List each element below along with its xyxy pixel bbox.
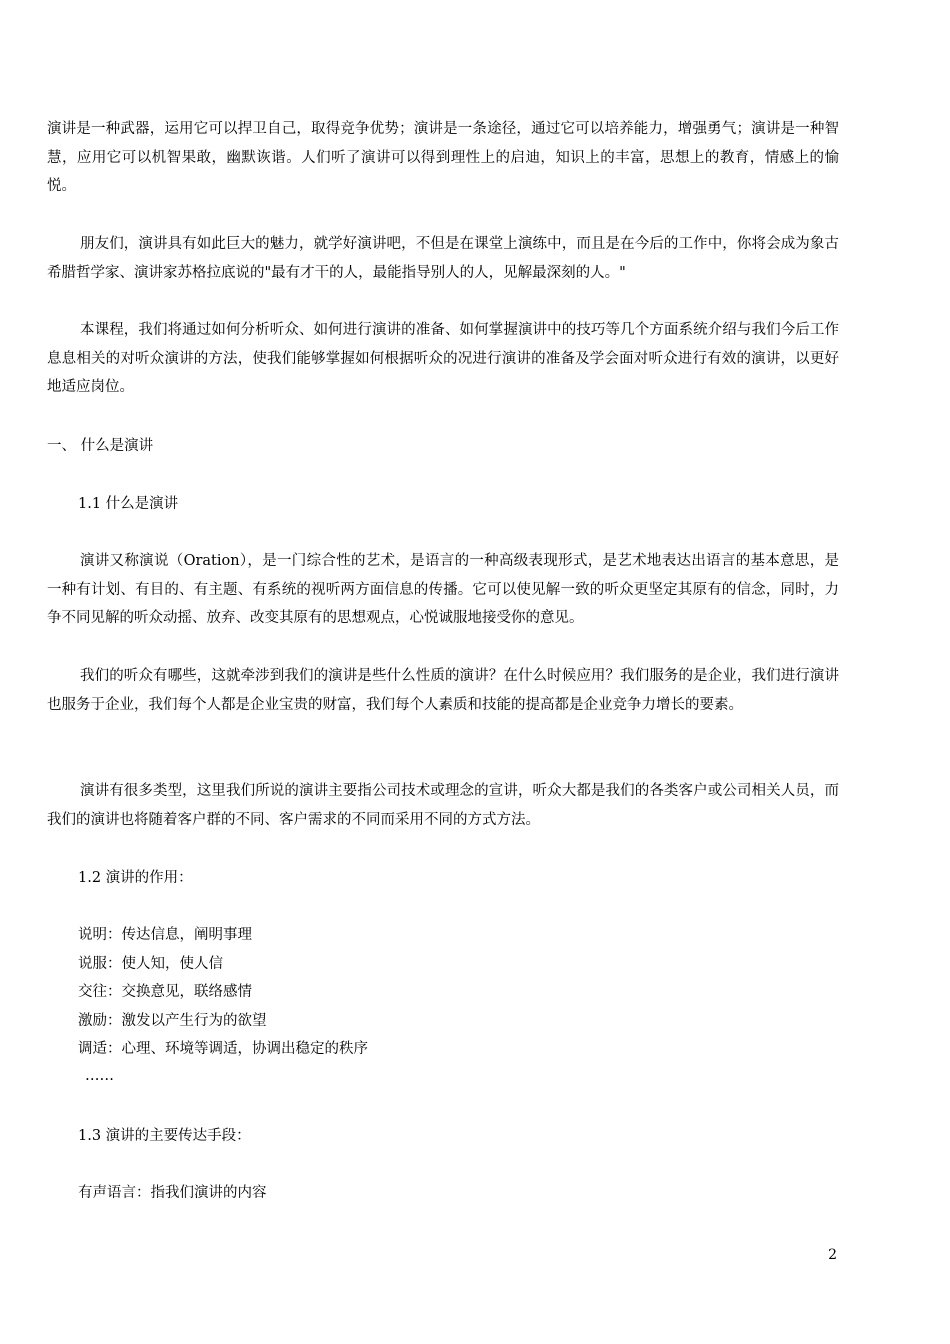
subsection-heading-1-1: 1.1 什么是演讲 <box>78 496 179 512</box>
function-item: 说明：传达信息，阐明事理 <box>78 927 252 943</box>
paragraph-audience: 我们的听众有哪些，这就牵涉到我们的演讲是些什么性质的演讲？在什么时候应用？我们服务的是企业，我们进行演讲也服务于企业，我们每个人都是企业宝贵的财富，我们每个人素质和技能的提高都是企业竞争力增长的要素。 <box>47 668 839 713</box>
function-ellipsis: …… <box>85 1068 114 1084</box>
paragraph-intro: 演讲是一种武器，运用它可以捍卫自己，取得竞争优势；演讲是一条途径，通过它可以培养能力，增强勇气；演讲是一种智慧，应用它可以机智果敢，幽默诙谐。人们听了演讲可以得到理性上的启迪，知识上的丰富，思想上的教育，情感上的愉悦。 <box>47 121 839 194</box>
function-item: 说服：使人知，使人信 <box>78 956 223 972</box>
paragraph-types: 演讲有很多类型，这里我们所说的演讲主要指公司技术或理念的宣讲，听众大都是我们的各类客户或公司相关人员，而我们的演讲也将随着客户群的不同、客户需求的不同而采用不同的方式方法。 <box>47 783 839 828</box>
subsection-heading-1-2: 1.2 演讲的作用： <box>78 870 193 886</box>
subsection-heading-1-3: 1.3 演讲的主要传达手段： <box>78 1128 251 1144</box>
page-number: 2 <box>828 1247 837 1263</box>
function-item: 激励：激发以产生行为的欲望 <box>78 1013 267 1029</box>
function-item: 交往：交换意见，联络感情 <box>78 984 252 1000</box>
paragraph-course: 本课程，我们将通过如何分析听众、如何进行演讲的准备、如何掌握演讲中的技巧等几个方面系统介绍与我们今后工作息息相关的对听众演讲的方法，使我们能够掌握如何根据听众的况进行演讲的准备及学会面对听众进行有效的演讲，以更好地适应岗位。 <box>47 322 839 395</box>
function-item: 调适：心理、环境等调适，协调出稳定的秩序 <box>78 1041 368 1057</box>
section-heading-what-is-speech: 一、 什么是演讲 <box>47 438 154 454</box>
paragraph-definition: 演讲又称演说（Oration），是一门综合性的艺术，是语言的一种高级表现形式，是艺术地表达出语言的基本意思，是一种有计划、有目的、有主题、有系统的视听两方面信息的传播。它可以使见解一致的听众更坚定其原有的信念，同时，力争不同见解的听众动摇、放弃、改变其原有的思想观点，心悦诚服地接受你的意见。 <box>47 553 839 626</box>
means-item: 有声语言：指我们演讲的内容 <box>78 1185 267 1201</box>
paragraph-friends: 朋友们，演讲具有如此巨大的魅力，就学好演讲吧，不但是在课堂上演练中，而且是在今后的工作中，你将会成为象古希腊哲学家、演讲家苏格拉底说的"最有才干的人，最能指导别人的人，见解最深刻的人。" <box>47 236 839 281</box>
